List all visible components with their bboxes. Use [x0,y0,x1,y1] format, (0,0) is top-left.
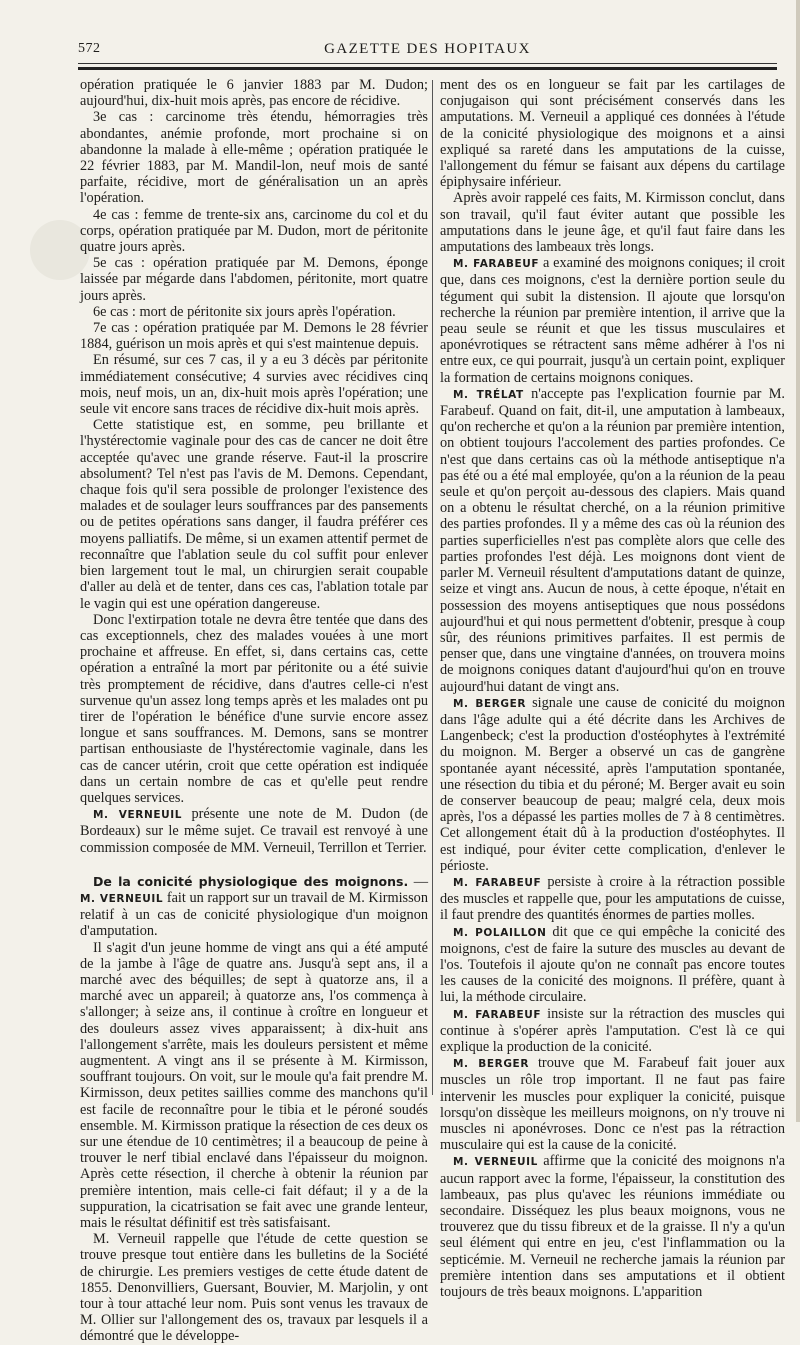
paragraph-text: signale une cause de conicité du moignon dans l'âge adulte qui a été décrite dans les Archives de Langenbeck; c'est la production d'ostéophytes à l'extrémité du moignon. M. Berger a observé un cas de gangrène spontanée ayant nécessité, après l'amputation spontanée, une résection du tibia et du péroné; M. Berger avait eu soin de conserver beaucoup de peau; malgré cela, deux mois après, l'os a dépassé les parties molles de 7 à 8 centimètres. Cet allongement était dû à la production d'ostéophytes. Il est indiqué, pour éviter cette complication, d'enlever le périoste. [440,694,785,874]
speaker-name: M. BERGER [453,1058,530,1071]
paragraph [440,255,785,386]
speaker-name: M. FARABEUF [453,1008,542,1021]
paragraph [440,1055,785,1153]
header-rule-thick [78,67,777,70]
paragraph: opération pratiquée le 6 janvier 1883 par M. Dudon; aujourd'hui, dix-huit mois après, pas encore de récidive. [80,77,428,110]
speaker-name: M. VERNEUIL [80,892,164,905]
paragraph: 7e cas : opération pratiquée par M. Demons le 28 février 1884, guérison un mois après et qui s'est maintenue depuis. [80,320,428,353]
paragraph [440,1153,785,1300]
column-divider [432,80,433,1095]
paragraph: M. Verneuil rappelle que l'étude de cette question se trouve presque tout entière dans les bulletins de la Société de chirurgie. Les premiers vestiges de cette étude datent de 1855. Denonvilliers, Guersant, Bouvier, M. Marjolin, y ont tour à tour attaché leur nom. Puis sont venus les travaux de M. Ollier sur l'allongement des os, travaux par lesquels il a démontré que le développe- [80,1231,428,1345]
paragraph: 6e cas : mort de péritonite six jours après l'opération. [93,303,396,320]
section-paragraph [80,874,428,940]
paragraph-text: affirme que la conicité des moignons n'a aucun rapport avec la forme, l'épaisseur, la constitution des lambeaux, pas plus qu'avec les réunions immédiate ou secondaire. Disséquez les plus beaux moignons, vous ne trouverez que du tissu fibreux et de la graisse. Il n'y a qu'un seul élément qui entre en jeu, c'est l'inflammation ou la septicémie. M. Verneuil ne recherche jamais la réunion par première intention dans ses amputations et il obtient toujours de très beaux moignons. L'apparition [440,1153,785,1301]
speaker-name: M. TRÉLAT [453,388,524,401]
paragraph: Cette statistique est, en somme, peu brillante et l'hystérectomie vaginale pour des cas de cancer ne doit être acceptée qu'avec une grande réserve. Faut-il la proscrire absolument? Tel n'est pas l'avis de M. Demons. Cependant, chaque fois qu'il sera possible de prolonger l'existence des malades et de soulager leurs souffrances par des pansements ou de petites opérations sans danger, il faudra préférer ces moyens palliatifs. De même, si un examen attentif permet de reconnaître que l'ablation seule du col suffit pour enlever bien largement tout le mal, un chirurgien serait coupable d'aller au delà et de tenter, dans ces cas, l'ablation totale par le vagin qui est une opération dangereuse. [80,417,428,612]
paragraph [440,695,785,874]
paragraph [440,924,785,1006]
paragraph: 3e cas : carcinome très étendu, hémorragies très abondantes, anémie profonde, mort prochaine si on abandonne la malade à elle-même ; opération pratiquée le 22 février 1883, par M. Mandil-lon, neuf mois de santé parfaite, récidive, mort de généralisation un an après l'opération. [80,109,428,207]
paragraph-text: présente une note de M. Dudon (de Bordeaux) sur le même sujet. Ce travail est renvoyé à une commission composée de MM. Verneuil, Terrillon et Terrier. [80,806,428,856]
dash: — [408,873,428,890]
speaker-name: M. VERNEUIL [453,1156,538,1169]
paragraph: 5e cas : opération pratiquée par M. Demons, éponge laissée par mégarde dans l'abdomen, péritonite, mort quatre jours après. [80,255,428,304]
header-rule-thin [78,63,777,64]
running-title: GAZETTE DES HOPITAUX [324,41,531,57]
paragraph: En résumé, sur ces 7 cas, il y a eu 3 décès par péritonite immédiatement consécutive; 4 survies avec récidives cinq mois, neuf mois, un an, dix-huit mois après l'opération; une seule vit encore sans traces de récidive dix-huit mois après. [80,352,428,418]
speaker-name: M. BERGER [453,697,527,710]
paragraph-text: n'accepte pas l'explication fournie par M. Farabeuf. Quand on fait, dit-il, une amputation à lambeaux, qu'on recherche et qu'on a la réunion par première intention, on obtient toujours l'accolement des parties profondes. Ce n'est que dans certains cas où la méthode antiseptique n'a pas été ou a été mal employée, qu'on a la réunion de la peau seule et qu'on perçoit au-dessous des clapiers. Mais quand on a obtenu le résultat cherché, on a la réunion primitive des parties profondes. Il y a même des cas où la réunion des parties superficielles n'est pas complète alors que celle des parties profondes l'est déjà. Les moignons dont vient de parler M. Verneuil résultent d'amputations datant de quinze, seize et vingt ans. Aucun de nous, à cette époque, n'était en possession des moyens antiseptiques que nous possédons aujourd'hui et qui nous permettent d'obtenir, presque à coup sûr, des réunions primitives parfaites. Il est permis de penser que, dans une vingtaine d'années, on trouvera moins de moignons coniques datant d'aujourd'hui qu'on en trouve aujourd'hui datant de vingt ans. [440,385,785,695]
paragraph [440,1006,785,1056]
paragraph: Il s'agit d'un jeune homme de vingt ans qui a été amputé de la jambe à l'âge de quatre ans. Jusqu'à sept ans, il a marché avec des béquilles; de sept à quatorze ans, il a marché avec un appareil; à quatorze ans, l'os commença à s'allonger; à seize ans, il continue à croître en longueur et des douleurs assez vives apparaissent; à dix-huit ans l'allongement s'arrête, mais les douleurs persistent et même augmentent. A vingt ans il se présente à M. Kirmisson, souffrant toujours. On voit, sur le moule qu'a fait prendre M. Kirmisson, deux petites saillies comme des manchons qu'il est facile de reconnaître pour le tibia et le péroné soudés ensemble. M. Kirmisson pratique la résection de ces deux os sur une étendue de 10 centimètres; il a beaucoup de peine à trouver le nerf tibial enclavé dans l'épaisseur du moignon. Après cette résection, il cherche à obtenir la réunion par première intention, mais celle-ci fait défaut; il y a de la suppuration, la cicatrisation se fait avec une grande lenteur, mais le résultat définitif est très satisfaisant. [80,939,428,1232]
paragraph-text: dit que ce qui empêche la conicité des moignons, c'est de faire la suture des muscles au devant de l'os. Toutefois il ajoute qu'on ne connaît pas encore toutes les causes de la conicité des moignons. Il préfère, quant à lui, la méthode circulaire. [440,923,786,1006]
left-column [80,77,428,1345]
paragraph: ment des os en longueur se fait par les cartilages de conjugaison qui sont précisément conservés dans les amputations. M. Verneuil a appliqué ces données à l'étude de la conicité physiologique des moignons et a ainsi expliqué sa rareté dans les amputations de la cuisse, l'allongement du fémur se faisant aux dépens du cartilage épiphysaire inférieur. [440,77,785,191]
paragraph-text: fait un rapport sur un travail de M. Kirmisson relatif à un cas de conicité physiologique d'un moignon d'amputation. [80,889,428,940]
page-edge-shadow [796,0,800,1122]
page-header [78,41,777,61]
paragraph [80,806,428,856]
speaker-name: M. FARABEUF [453,876,542,889]
paragraph-text: insiste sur la rétraction des muscles qui continue à s'opérer après l'amputation. C'est là ce qui explique la production de la conicité. [440,1005,785,1055]
page-number: 572 [78,41,101,56]
paragraph: Donc l'extirpation totale ne devra être tentée que dans des cas exceptionnels, chez des malades vouées à une mort prochaine et affreuse. En effet, si, dans certains cas, cette opération a entraîné la mort par péritonite ou a été suivie très promptement de récidive, dans d'autres celle-ci n'est survenue qu'un assez long temps après et les malades ont pu tirer de l'opération le bénéfice d'une survie encore assez longue et sans souffrances. M. Demons, sans se montrer partisan enthousiaste de l'hystérectomie vaginale, dans les cas de cancer utérin, croit que cette opération est indiquée dans un certain nombre de cas et qu'elle peut rendre quelques services. [80,611,428,806]
speaker-name: M. POLAILLON [453,926,547,939]
speaker-name: M. FARABEUF [453,258,540,271]
paragraph [440,874,785,924]
paragraph-text: persiste à croire à la rétraction possible des muscles et rappelle que, pour les amputations de cuisse, il faut prendre des quantités énormes de parties molles. [440,873,786,924]
paragraph: 4e cas : femme de trente-six ans, carcinome du col et du corps, opération pratiquée par M. Dudon, mort de péritonite quatre jours après. [80,206,428,256]
section-title: De la conicité physiologique des moignons. [93,873,409,889]
paragraph-text: trouve que M. Farabeuf fait jouer aux muscles un rôle trop important. Il ne faut pas faire intervenir les muscles pour expliquer la conicité, puisque lorsqu'on dissèque les meilleurs moignons, on n'y trouve ni muscles ni aponévroses. Donc ce n'est pas la rétraction musculaire qui est la cause de la conicité. [440,1055,785,1154]
paragraph [440,386,785,695]
right-column [440,77,785,1300]
paragraph: Après avoir rappelé ces faits, M. Kirmisson conclut, dans son travail, qu'il faut éviter autant que possible les amputations dans le jeune âge, et qu'il faut faire dans les amputations des lambeaux très longs. [440,190,785,256]
speaker-name: M. VERNEUIL [93,809,183,822]
paragraph-text: a examiné des moignons coniques; il croit que, dans ces moignons, c'est la dernière portion seule du tégument qui subit la distension. Il ajoute que lorsqu'on recherche la réunion par première intention, il arrive que la peau seule se réunit et que les tissus musculaires et aponévrotiques se rétractent sans même adhérer à l'os ni entre eux, ce qui pourrait, jusqu'à un certain point, expliquer la formation de certains moignons coniques. [440,255,786,386]
